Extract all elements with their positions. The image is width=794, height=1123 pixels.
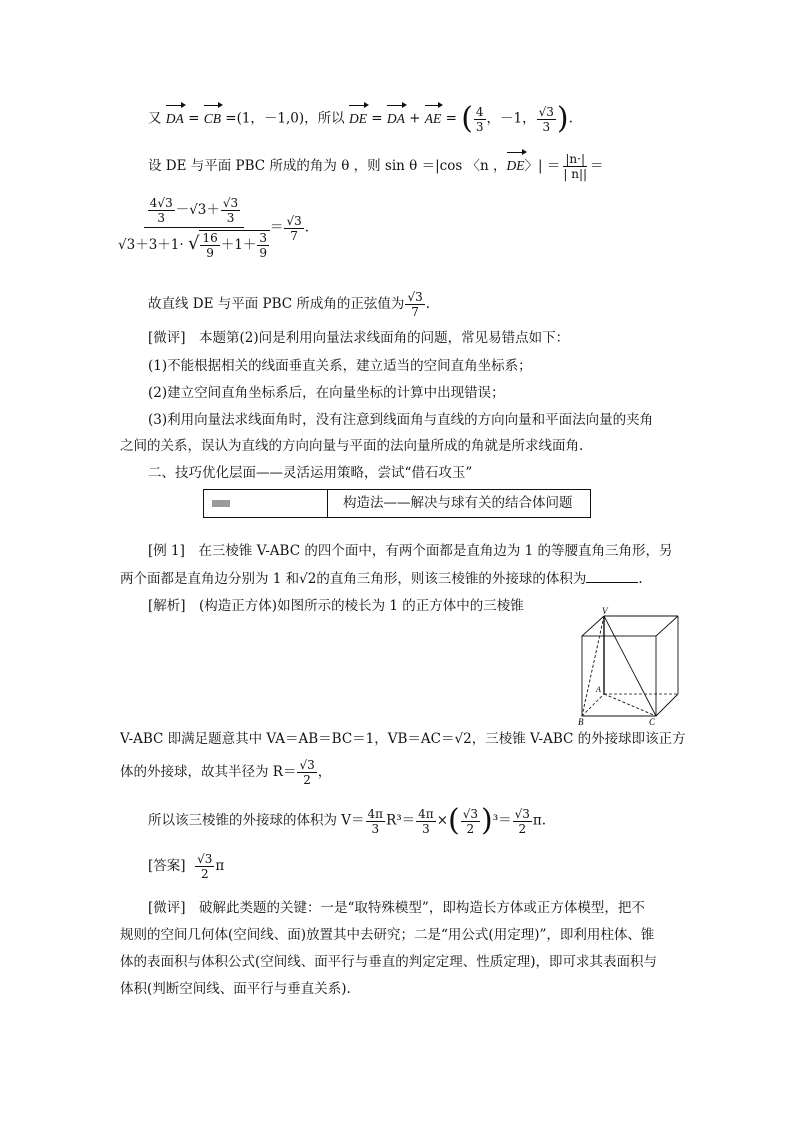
sine-computation: $\frac{4√3}{3}$ －√3＋ $\frac{√3}{3}$ √3＋3＋1· √ $\frac{16}{9}$ ＋1＋ $\frac{3}{9}$ ＝ $\frac{√3}{7}$ . — [118, 196, 310, 260]
analysis-line-2: V-ABC 即满足题意其中 VA＝AB＝BC＝1，VB＝AC＝√2，三棱锥 V-ABC 的外接球即该正方 — [120, 731, 686, 747]
comment2-line: 规则的空间几何体(空间线、面)放置其中去研究；二是“用公式(用定理)”，即利用柱体、锥 — [120, 927, 655, 943]
label-b: B — [578, 717, 584, 726]
method-box-label: 构造法——解决与球有关的结合体问题 — [343, 495, 573, 511]
analysis-line-3: 体的外接球，故其半径为 R＝ $\frac{√3}{2}$ ， — [120, 758, 332, 787]
vector-de: DE — [349, 109, 367, 129]
comment2-line: [微评] 破解此类题的关键：一是“取特殊模型”，即构造长方体或正方体模型，把不 — [148, 900, 645, 916]
vector-de-3: DE — [507, 156, 525, 176]
angle-definition-line: 设 DE 与平面 PBC 所成的角为 θ ，则 sin θ ＝|cos 〈n ，DE〉| ＝ $\frac{|n\cdot|}{| n||}$ ＝ — [148, 152, 604, 181]
volume-line: 所以该三棱锥的外接球的体积为 V＝ $\frac{4\pi}{3}$ R³＝ $\frac{4\pi}{3}$ ×( $\frac{√3}{2}$ )³＝ $\frac{√3}{2}$ π. — [148, 803, 547, 838]
fraction: $\frac{√3}{3}$ — [538, 104, 554, 134]
list-item: (2)建立空间直角坐标系后，在向量坐标的计算中出现错误； — [148, 385, 505, 401]
tag-icon — [212, 500, 230, 507]
comment2-line: 体积(判断空间线、面平行与垂直关系). — [120, 981, 351, 997]
fraction: $\frac{|n\cdot|}{| n||}$ — [563, 152, 588, 181]
section-heading: 二、技巧优化层面——灵活运用策略，尝试“借石攻玉” — [148, 465, 473, 481]
list-item-continuation: 之间的关系，误认为直线的方向向量与平面的法向量所成的角就是所求线面角. — [120, 438, 584, 454]
analysis-line: [解析] (构造正方体)如图所示的棱长为 1 的正方体中的三棱锥 — [148, 598, 524, 614]
example-line-1: [例 1] 在三棱锥 V-ABC 的四个面中，有两个面都是直角边为 1 的等腰直角三角形，另 — [148, 543, 673, 559]
method-box — [203, 489, 591, 518]
vector-equation-line: 又 DA = CB =(1，－1,0)，所以 DE = DA + AE = ( $\frac{4}{3}$ ，－1， $\frac{√3}{3}$ ). — [148, 101, 573, 136]
vector-da: DA — [166, 109, 184, 129]
vector-cb: CB — [204, 109, 221, 129]
fraction: $\frac{4}{3}$ — [475, 104, 484, 134]
label-c: C — [649, 717, 656, 726]
label-v: V — [602, 606, 608, 616]
example-line-2: 两个面都是直角边分别为 1 和√2的直角三角形，则该三棱锥的外接球的体积为 . — [120, 568, 643, 589]
comment-heading: [微评] 本题第(2)问是利用向量法求线面角的问题，常见易错点如下： — [148, 330, 570, 346]
list-item: (1)不能根据相关的线面垂直关系，建立适当的空间直角坐标系； — [148, 358, 532, 374]
conclusion-line: 故直线 DE 与平面 PBC 所成角的正弦值为 $\frac{√3}{7}$ . — [148, 290, 431, 319]
vector-ae: AE — [425, 109, 442, 129]
comment2-line: 体的表面积与体积公式(空间线、面平行与垂直的判定定理、性质定理)，即可求其表面积与 — [120, 954, 658, 970]
cube-figure — [576, 606, 684, 726]
vector-da-2: DA — [387, 109, 405, 129]
answer-line: [答案] $\frac{√3}{2}$ π — [148, 852, 225, 881]
label-a: A — [596, 685, 601, 694]
list-item: (3)利用向量法求线面角时，没有注意到线面角与直线的方向向量和平面法向量的夹角 — [148, 412, 654, 428]
answer-blank — [586, 568, 638, 583]
